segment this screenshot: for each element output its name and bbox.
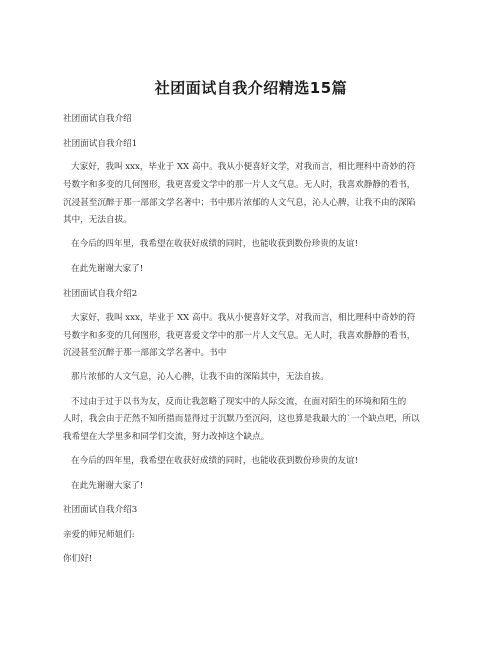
paragraph-hope-2: 在今后的四年里，我希望在收获好成绩的同时，也能收获到数份珍贵的友谊! — [71, 456, 359, 466]
paragraph-thanks-1: 在此先谢谢大家了! — [71, 264, 144, 274]
section-heading-3: 社团面试自我介绍3 — [63, 505, 138, 515]
paragraph-3-line-2: 人时，我会由于茫然不知所措而显得过于沉默乃至沉闷，这也算是我最大的`一个缺点吧，所以 — [63, 414, 420, 424]
document-title: 社团面试自我介绍精选15篇 — [154, 79, 348, 97]
paragraph-3-line-1: 不过由于过于以书为友，反而让我忽略了现实中的人际交流，在面对陌生的环境和陌生的 — [71, 397, 407, 407]
salutation: 亲爱的师兄师姐们: — [63, 530, 135, 540]
paragraph-2-line-3: 沉浸甚至沉醉于那一部部文学名著中。书中 — [63, 348, 227, 358]
greeting: 你们好! — [63, 554, 93, 564]
section-heading: 社团面试自我介绍 — [63, 114, 132, 124]
paragraph-1-line-1: 大家好，我叫 xxx，毕业于 XX 高中。我从小便喜好文学，对我而言，相比理科中奇妙的符 — [71, 162, 416, 172]
paragraph-2-line-2: 号数字和多变的几何图形，我更喜爱文学中的那一片人文气息。无人时，我喜欢静静的看书， — [63, 331, 416, 341]
paragraph-3-line-3: 我希望在大学里多和同学们交流，努力改掉这个缺点。 — [63, 432, 270, 442]
section-heading-1: 社团面试自我介绍1 — [63, 139, 138, 149]
paragraph-2-line-1: 大家好，我叫 xxx，毕业于 XX 高中。我从小便喜好文学，对我而言，相比理科中奇妙的符 — [71, 313, 416, 323]
section-heading-2: 社团面试自我介绍2 — [63, 289, 138, 299]
paragraph-hope-1: 在今后的四年里，我希望在收获好成绩的同时，也能收获到数份珍贵的友谊! — [71, 239, 359, 249]
paragraph-1-line-2: 号数字和多变的几何图形，我更喜爱文学中的那一片人文气息。无人时，我喜欢静静的看书， — [63, 180, 416, 190]
paragraph-thanks-2: 在此先谢谢大家了! — [71, 481, 144, 491]
paragraph-1-line-4: 其中，无法自拔。 — [63, 215, 132, 225]
paragraph-continuation: 那片浓郁的人文气息，沁人心脾，让我不由的深陷其中，无法自拔。 — [71, 372, 329, 382]
paragraph-1-line-3: 沉浸甚至沉醉于那一部部文学名著中；书中那片浓郁的人文气息，沁人心脾，让我不由的深陷 — [63, 198, 416, 208]
